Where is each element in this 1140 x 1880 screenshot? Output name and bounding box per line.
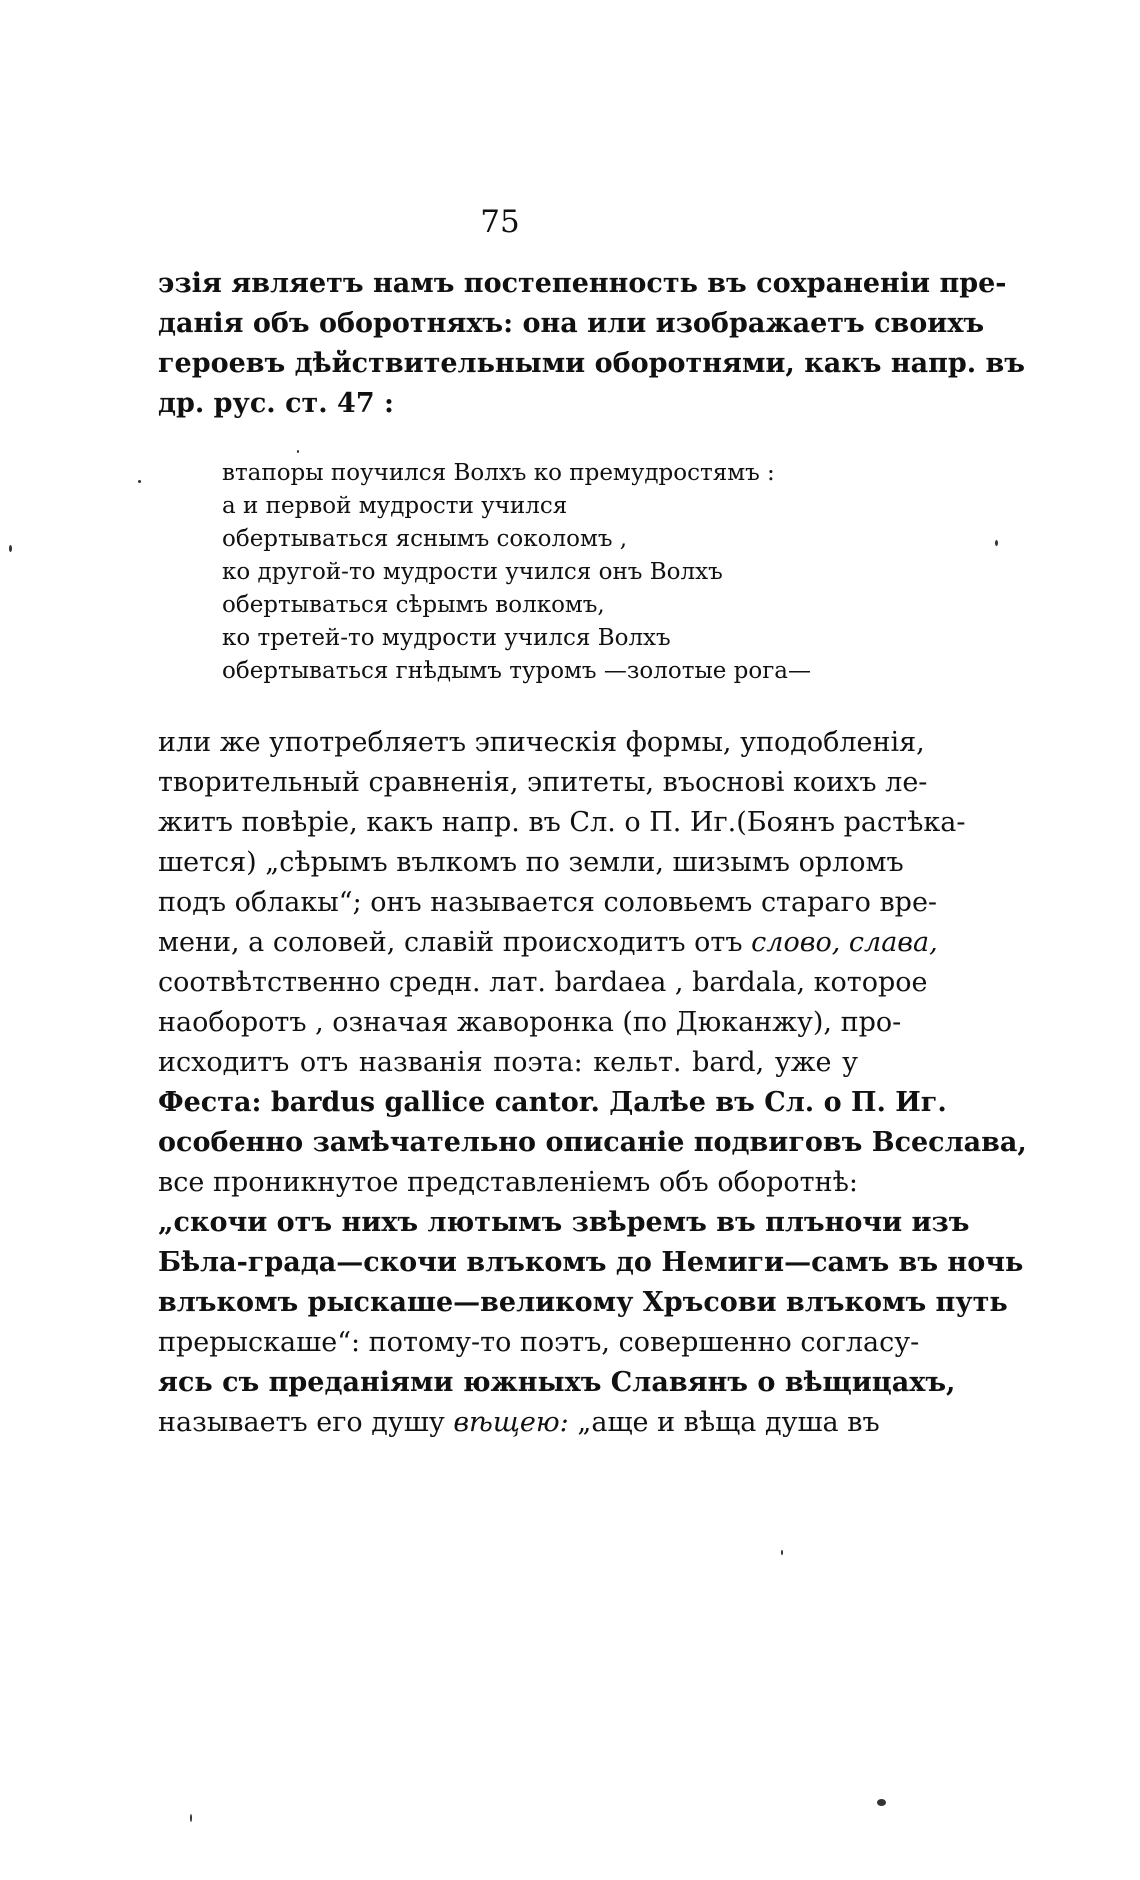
text-line: соотвѣтственно средн. лат. bardaea , bardala, которое [158,967,928,998]
text-line: или же употребляетъ эпическія формы, уподобленія, [158,727,925,758]
scan-speck [190,1814,192,1822]
verse-quotation [222,457,811,688]
text-line [158,1403,880,1443]
italic-word: слава, [848,927,938,958]
text-line: эзія являетъ намъ постепенность въ сохраненіи пре- [158,268,1007,299]
text-line: Бѣла-града—скочи влъкомъ до Немиги—самъ въ ночь [158,1247,1024,1278]
verse-line: обертываться яснымъ соколомъ , [222,526,628,552]
text-line: Феста: bardus gallice cantor. Далѣе въ Сл. о П. Иг. [158,1087,947,1118]
scan-speck [781,1550,783,1555]
scan-speck [877,1799,886,1806]
italic-word: слово, [751,927,841,958]
verse-line: обертываться сѣрымъ волкомъ, [222,592,605,618]
text-line: подъ облакы“; онъ называется соловьемъ стараго вре- [158,887,938,918]
text-segment: „аще и вѣща душа въ [577,1407,880,1438]
verse-line: втапоры поучился Волхъ ко премудростямъ : [222,460,775,486]
text-line: житъ повѣріе, какъ напр. въ Сл. о П. Иг.(Боянъ растѣка- [158,807,966,838]
scan-speck [297,450,299,453]
text-line: все проникнутое представленіемъ объ оборотнѣ: [158,1167,858,1198]
paragraph-main [158,723,1027,1443]
text-line: творительный сравненія, эпитеты, въоснові коихъ ле- [158,767,928,798]
page-number: 75 [480,204,520,240]
text-line: наоборотъ , означая жаворонка (по Дюканжу), про- [158,1007,902,1038]
text-segment: называетъ его душу [158,1407,445,1438]
verse-line: ко третей-то мудрости учился Волхъ [222,625,671,651]
text-line: героевъ дѣйствительными оборотнями, какъ напр. въ [158,348,1026,379]
scan-speck [138,480,141,483]
text-line: влъкомъ рыскаше—великому Хръсови влъкомъ путь [158,1287,1008,1318]
verse-line: ко другой-то мудрости учился онъ Волхъ [222,559,723,585]
text-line: шется) „сѣрымъ вълкомъ по земли, шизымъ орломъ [158,847,904,878]
scan-speck [995,540,998,546]
text-line: данія объ оборотняхъ: она или изображаетъ своихъ [158,308,985,339]
text-line: „скочи отъ нихъ лютымъ звѣремъ въ плъночи изъ [158,1207,970,1238]
text-segment: мени, а соловей, славій происходитъ отъ [158,927,743,958]
verse-line: обертываться гнѣдымъ туромъ —золотые рога— [222,658,812,684]
text-line: др. рус. ст. 47 : [158,388,394,419]
italic-word: вѣщею: [453,1407,569,1438]
scan-speck [9,545,12,552]
text-line: прерыскаше“: потому-то поэтъ, совершенно согласу- [158,1327,920,1358]
text-line: исходитъ отъ названія поэта: кельт. bard, уже у [158,1047,858,1078]
paragraph-intro [158,264,1026,424]
text-line: особенно замѣчательно описаніе подвиговъ Всеслава, [158,1127,1027,1158]
verse-line: а и первой мудрости учился [222,493,568,519]
text-line: ясь съ преданіями южныхъ Славянъ о вѣщицахъ, [158,1367,956,1398]
text-line [158,923,938,963]
